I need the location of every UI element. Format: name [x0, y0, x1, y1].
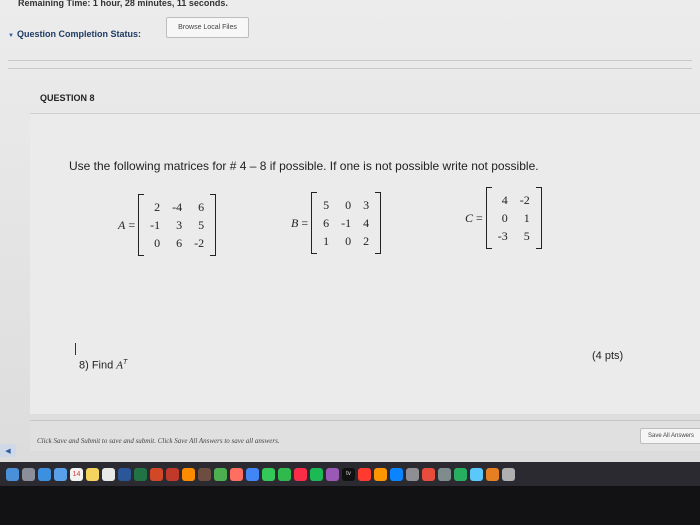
matrix-cell: -3: [497, 228, 508, 243]
settings-icon[interactable]: [406, 468, 419, 481]
matrix-cell: 2: [154, 199, 161, 214]
matrix-cell: -4: [172, 199, 183, 214]
matrix-cell: 5: [198, 217, 205, 232]
app-icon[interactable]: [182, 468, 195, 481]
matrix-brackets: [311, 192, 381, 254]
sidebar-toggle-icon[interactable]: ◀: [0, 444, 16, 457]
matrix-cell: 0: [501, 210, 508, 225]
pdf-icon[interactable]: [166, 468, 179, 481]
question-number: QUESTION 8: [40, 93, 95, 103]
mail-icon[interactable]: [54, 468, 67, 481]
question-completion-status-label: Question Completion Status:: [16, 29, 141, 39]
dock: [0, 462, 700, 486]
matrix-b: [291, 192, 381, 254]
remaining-time: Remaining Time: 1 hour, 28 minutes, 11 seconds.: [18, 0, 228, 8]
app-icon-7[interactable]: [486, 468, 499, 481]
matrix-cell: -2: [519, 192, 530, 207]
finder-icon[interactable]: [6, 468, 19, 481]
matrix-row: [317, 232, 375, 250]
books-icon[interactable]: [374, 468, 387, 481]
app-icon-3[interactable]: [214, 468, 227, 481]
calendar-icon[interactable]: 14: [70, 468, 83, 481]
matrix-cell: 0: [345, 233, 352, 248]
matrix-cell: 5: [523, 228, 530, 243]
matrix-brackets: [486, 187, 542, 249]
matrix-name: C: [465, 210, 474, 225]
find-prefix: 8) Find: [79, 359, 117, 372]
matrix-cell: 2: [363, 233, 370, 248]
equals-sign: =: [476, 210, 483, 225]
matrix-cell: 6: [176, 235, 183, 250]
find-prompt: [79, 359, 127, 372]
screen-bezel: [0, 486, 700, 525]
tv-icon[interactable]: tv: [342, 468, 355, 481]
matrix-row: [317, 196, 375, 214]
matrix-cell: -2: [194, 235, 205, 250]
matrix-cell: 0: [345, 197, 352, 212]
matrix-cell: -1: [150, 217, 161, 232]
reminders-icon[interactable]: [102, 468, 115, 481]
footer-instructions: Click Save and Submit to save and submit. Click Save All Answers to save all answers.: [37, 437, 280, 445]
app-icon-4[interactable]: [422, 468, 435, 481]
matrix-row: [144, 216, 210, 234]
find-variable: A: [116, 359, 124, 372]
word-icon[interactable]: [118, 468, 131, 481]
podcasts-icon[interactable]: [326, 468, 339, 481]
folder-icon[interactable]: [470, 468, 483, 481]
matrix-row: [492, 191, 536, 209]
matrix-cell: 4: [363, 215, 370, 230]
matrix-cell: 1: [523, 210, 530, 225]
matrix-cell: 3: [363, 197, 370, 212]
save-all-answers-button[interactable]: Save All Answers: [640, 428, 700, 444]
browse-local-files-button[interactable]: Browse Local Files: [166, 17, 249, 38]
trash-icon[interactable]: [502, 468, 515, 481]
launchpad-icon[interactable]: [22, 468, 35, 481]
matrix-a: [118, 194, 216, 256]
matrix-cell: 3: [176, 217, 183, 232]
news-icon[interactable]: [358, 468, 371, 481]
matrix-row: [492, 209, 536, 227]
chrome-icon[interactable]: [246, 468, 259, 481]
matrix-cell: 0: [154, 235, 161, 250]
spotify-icon[interactable]: [310, 468, 323, 481]
matrix-name: B: [291, 215, 299, 230]
transpose-superscript: T: [123, 359, 128, 366]
question-completion-status[interactable]: [8, 29, 141, 39]
appstore-icon[interactable]: [390, 468, 403, 481]
matrix-cell: 4: [501, 192, 508, 207]
app-icon-5[interactable]: [438, 468, 451, 481]
matrix-cell: 6: [198, 199, 205, 214]
app-icon-6[interactable]: [454, 468, 467, 481]
matrix-row: [492, 227, 536, 245]
facetime-icon[interactable]: [278, 468, 291, 481]
excel-icon[interactable]: [134, 468, 147, 481]
footer-bar: [30, 420, 700, 451]
matrix-cell: -1: [341, 215, 352, 230]
matrix-brackets: [138, 194, 216, 256]
photos-icon[interactable]: [230, 468, 243, 481]
app-icon-2[interactable]: [198, 468, 211, 481]
text-cursor: [75, 343, 76, 355]
music-icon[interactable]: [294, 468, 307, 481]
matrix-row: [144, 198, 210, 216]
equals-sign: =: [128, 217, 136, 232]
matrix-cell: 5: [323, 197, 330, 212]
powerpoint-icon[interactable]: [150, 468, 163, 481]
matrix-name: A: [118, 217, 126, 232]
matrix-cell: 6: [323, 215, 330, 230]
safari-icon[interactable]: [38, 468, 51, 481]
divider: [8, 60, 692, 61]
matrix-row: [317, 214, 375, 232]
matrix-c: [465, 187, 542, 249]
equals-sign: =: [301, 215, 309, 230]
matrix-row: [144, 234, 210, 252]
points-label: (4 pts): [592, 350, 624, 362]
question-instructions: Use the following matrices for # 4 – 8 if possible. If one is not possible write not possible.: [69, 159, 539, 173]
notes-icon[interactable]: [86, 468, 99, 481]
divider: [8, 68, 692, 69]
chevron-down-icon: ▼: [8, 33, 14, 39]
messages-icon[interactable]: [262, 468, 275, 481]
matrix-cell: 1: [323, 233, 330, 248]
